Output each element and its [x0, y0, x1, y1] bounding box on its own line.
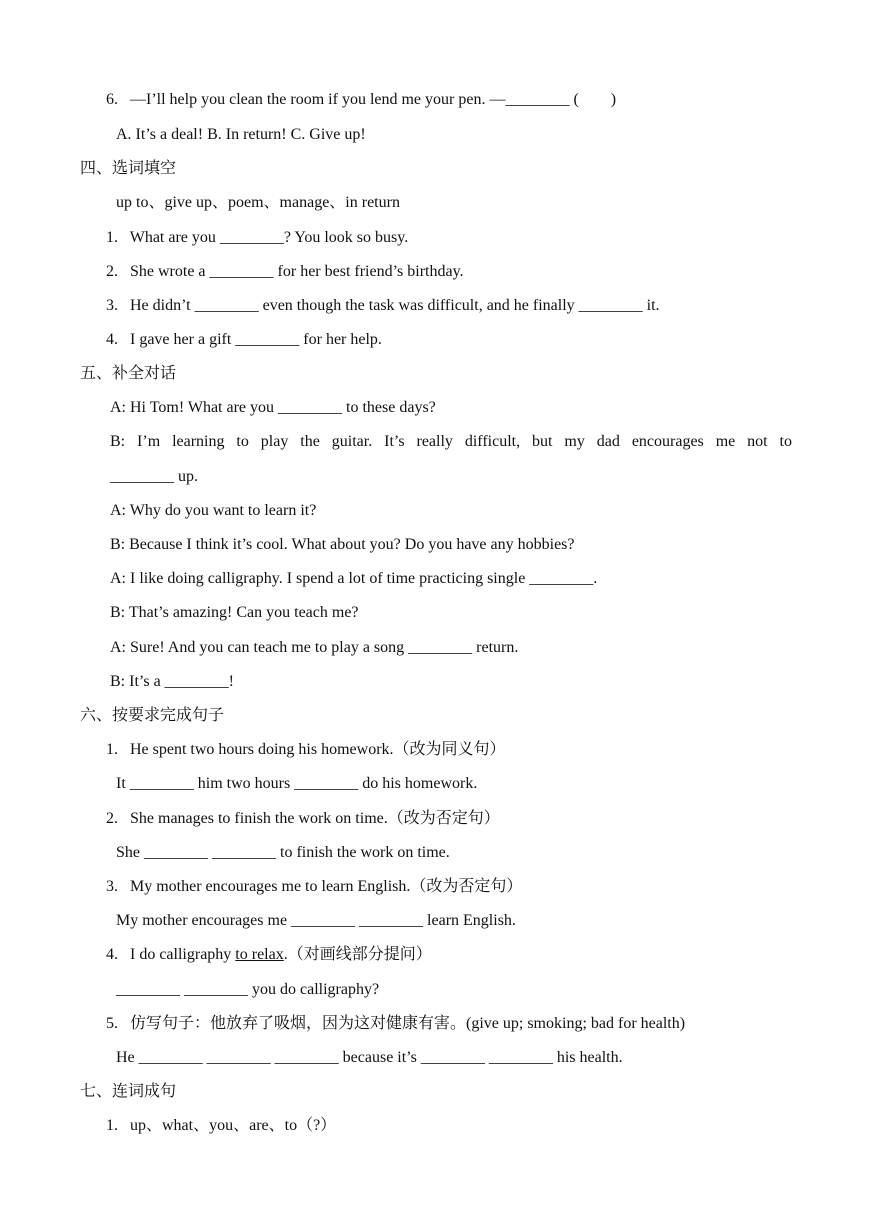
underlined-phrase: to relax [235, 946, 284, 963]
dialogue-line-5: A: I like doing calligraphy. I spend a lot of time practicing single ________. [110, 570, 598, 587]
question-6-options: A. It’s a deal! B. In return! C. Give up! [116, 126, 366, 143]
rewrite-answer-1: It ________ him two hours ________ do his homework. [116, 775, 478, 792]
section-heading-5: 五、补全对话 [80, 365, 177, 382]
rewrite-question-4 [106, 945, 432, 965]
section-heading-6: 六、按要求完成句子 [80, 707, 225, 724]
rewrite-question-3: 3. My mother encourages me to learn English.（改为否定句） [106, 878, 523, 895]
rewrite-answer-2: She ________ ________ to finish the work on time. [116, 844, 450, 861]
dialogue-line-3: A: Why do you want to learn it? [110, 502, 317, 519]
dialogue-line-6: B: That’s amazing! Can you teach me? [110, 604, 359, 621]
rewrite-question-1: 1. He spent two hours doing his homework.（改为同义句） [106, 741, 506, 758]
dialogue-line-2: B: I’m learning to play the guitar. It’s really difficult, but my dad encourages me not to [110, 433, 792, 450]
section-heading-4: 四、选词填空 [80, 160, 177, 177]
rewrite-question-5: 5. 仿写句子：他放弃了吸烟，因为这对健康有害。(give up; smoking; bad for health) [106, 1015, 686, 1032]
question-6: 6. —I’ll help you clean the room if you lend me your pen. —________ ( ) [106, 91, 617, 108]
dialogue-line-1: A: Hi Tom! What are you ________ to these days? [110, 399, 436, 416]
rewrite-question-4-prefix: 4. I do calligraphy [106, 946, 236, 963]
word-bank: up to、give up、poem、manage、in return [116, 194, 400, 211]
rewrite-question-4-suffix: .（对画线部分提问） [283, 946, 432, 963]
fill-question-1: 1. What are you ________? You look so busy. [106, 229, 409, 246]
dialogue-line-2-cont: ________ up. [110, 468, 198, 485]
section-heading-7: 七、连词成句 [80, 1083, 177, 1100]
fill-question-4: 4. I gave her a gift ________ for her help. [106, 331, 382, 348]
dialogue-line-8: B: It’s a ________! [110, 673, 234, 690]
rewrite-answer-4: ________ ________ you do calligraphy? [116, 981, 380, 998]
fill-question-2: 2. She wrote a ________ for her best friend’s birthday. [106, 263, 464, 280]
fill-question-3: 3. He didn’t ________ even though the task was difficult, and he finally ________ it. [106, 297, 660, 314]
word-order-question-1: 1. up、what、you、are、to（?） [106, 1117, 337, 1134]
rewrite-question-2: 2. She manages to finish the work on time.（改为否定句） [106, 810, 500, 827]
rewrite-answer-5: He ________ ________ ________ because it’s ________ ________ his health. [116, 1049, 623, 1066]
rewrite-answer-3: My mother encourages me ________ ________ learn English. [116, 912, 516, 929]
dialogue-line-7: A: Sure! And you can teach me to play a song ________ return. [110, 639, 519, 656]
dialogue-line-4: B: Because I think it’s cool. What about you? Do you have any hobbies? [110, 536, 575, 553]
